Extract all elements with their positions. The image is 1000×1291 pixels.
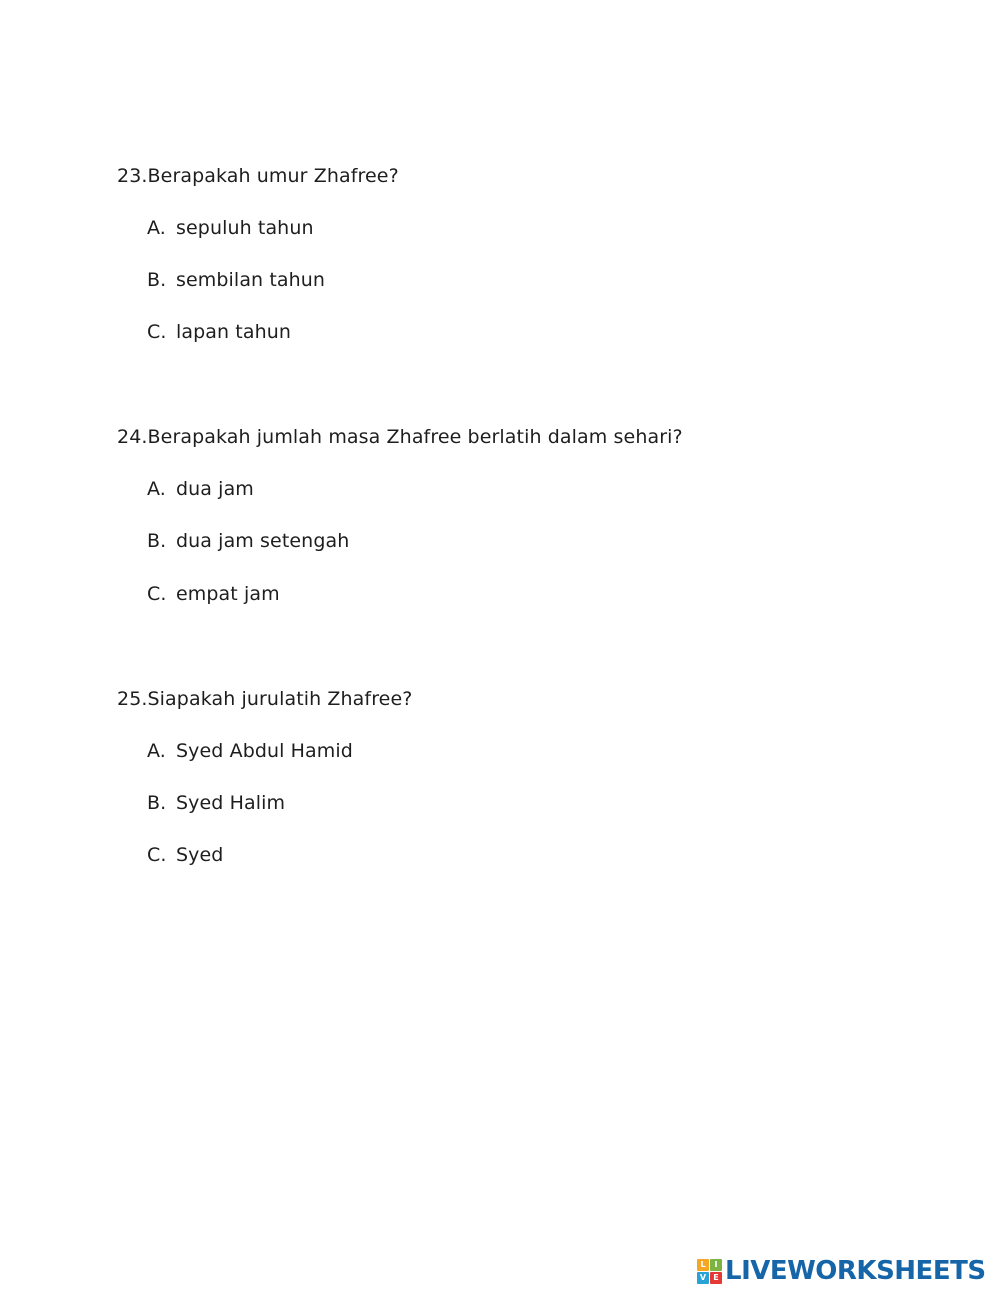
option-text: dua jam setengah (176, 530, 350, 552)
question-25: 25.Siapakah jurulatih Zhafree? (117, 688, 413, 710)
question-24-option-a[interactable] (147, 477, 254, 501)
liveworksheets-logo (697, 1256, 986, 1286)
option-letter: C. (147, 321, 167, 343)
option-text: Syed Abdul Hamid (176, 740, 353, 762)
option-letter: C. (147, 844, 167, 866)
option-letter: C. (147, 583, 167, 605)
option-text: sembilan tahun (176, 269, 326, 291)
option-text: sepuluh tahun (176, 217, 314, 239)
question-23: 23.Berapakah umur Zhafree? (117, 165, 399, 187)
option-text: lapan tahun (176, 321, 292, 343)
logo-block-l: L (697, 1259, 709, 1271)
option-text: dua jam (176, 478, 254, 500)
logo-block-e: E (710, 1272, 722, 1284)
question-25-option-c[interactable] (147, 843, 223, 867)
option-letter: A. (147, 217, 166, 239)
option-letter: B. (147, 792, 167, 814)
option-letter: A. (147, 478, 166, 500)
question-24-option-c[interactable] (147, 582, 280, 606)
question-23-option-a[interactable] (147, 216, 314, 240)
question-23-option-c[interactable] (147, 320, 291, 344)
question-24-option-b[interactable] (147, 529, 349, 553)
option-letter: A. (147, 740, 166, 762)
logo-text: LIVEWORKSHEETS (725, 1256, 986, 1286)
logo-block-i: I (710, 1259, 722, 1271)
option-letter: B. (147, 269, 167, 291)
option-text: empat jam (176, 583, 280, 605)
option-letter: B. (147, 530, 167, 552)
logo-blocks-icon (697, 1259, 722, 1284)
question-23-option-b[interactable] (147, 268, 325, 292)
option-text: Syed Halim (176, 792, 286, 814)
question-25-option-a[interactable] (147, 739, 353, 763)
question-24: 24.Berapakah jumlah masa Zhafree berlatih dalam sehari? (117, 426, 683, 448)
question-25-option-b[interactable] (147, 791, 285, 815)
option-text: Syed (176, 844, 224, 866)
logo-block-v: V (697, 1272, 709, 1284)
